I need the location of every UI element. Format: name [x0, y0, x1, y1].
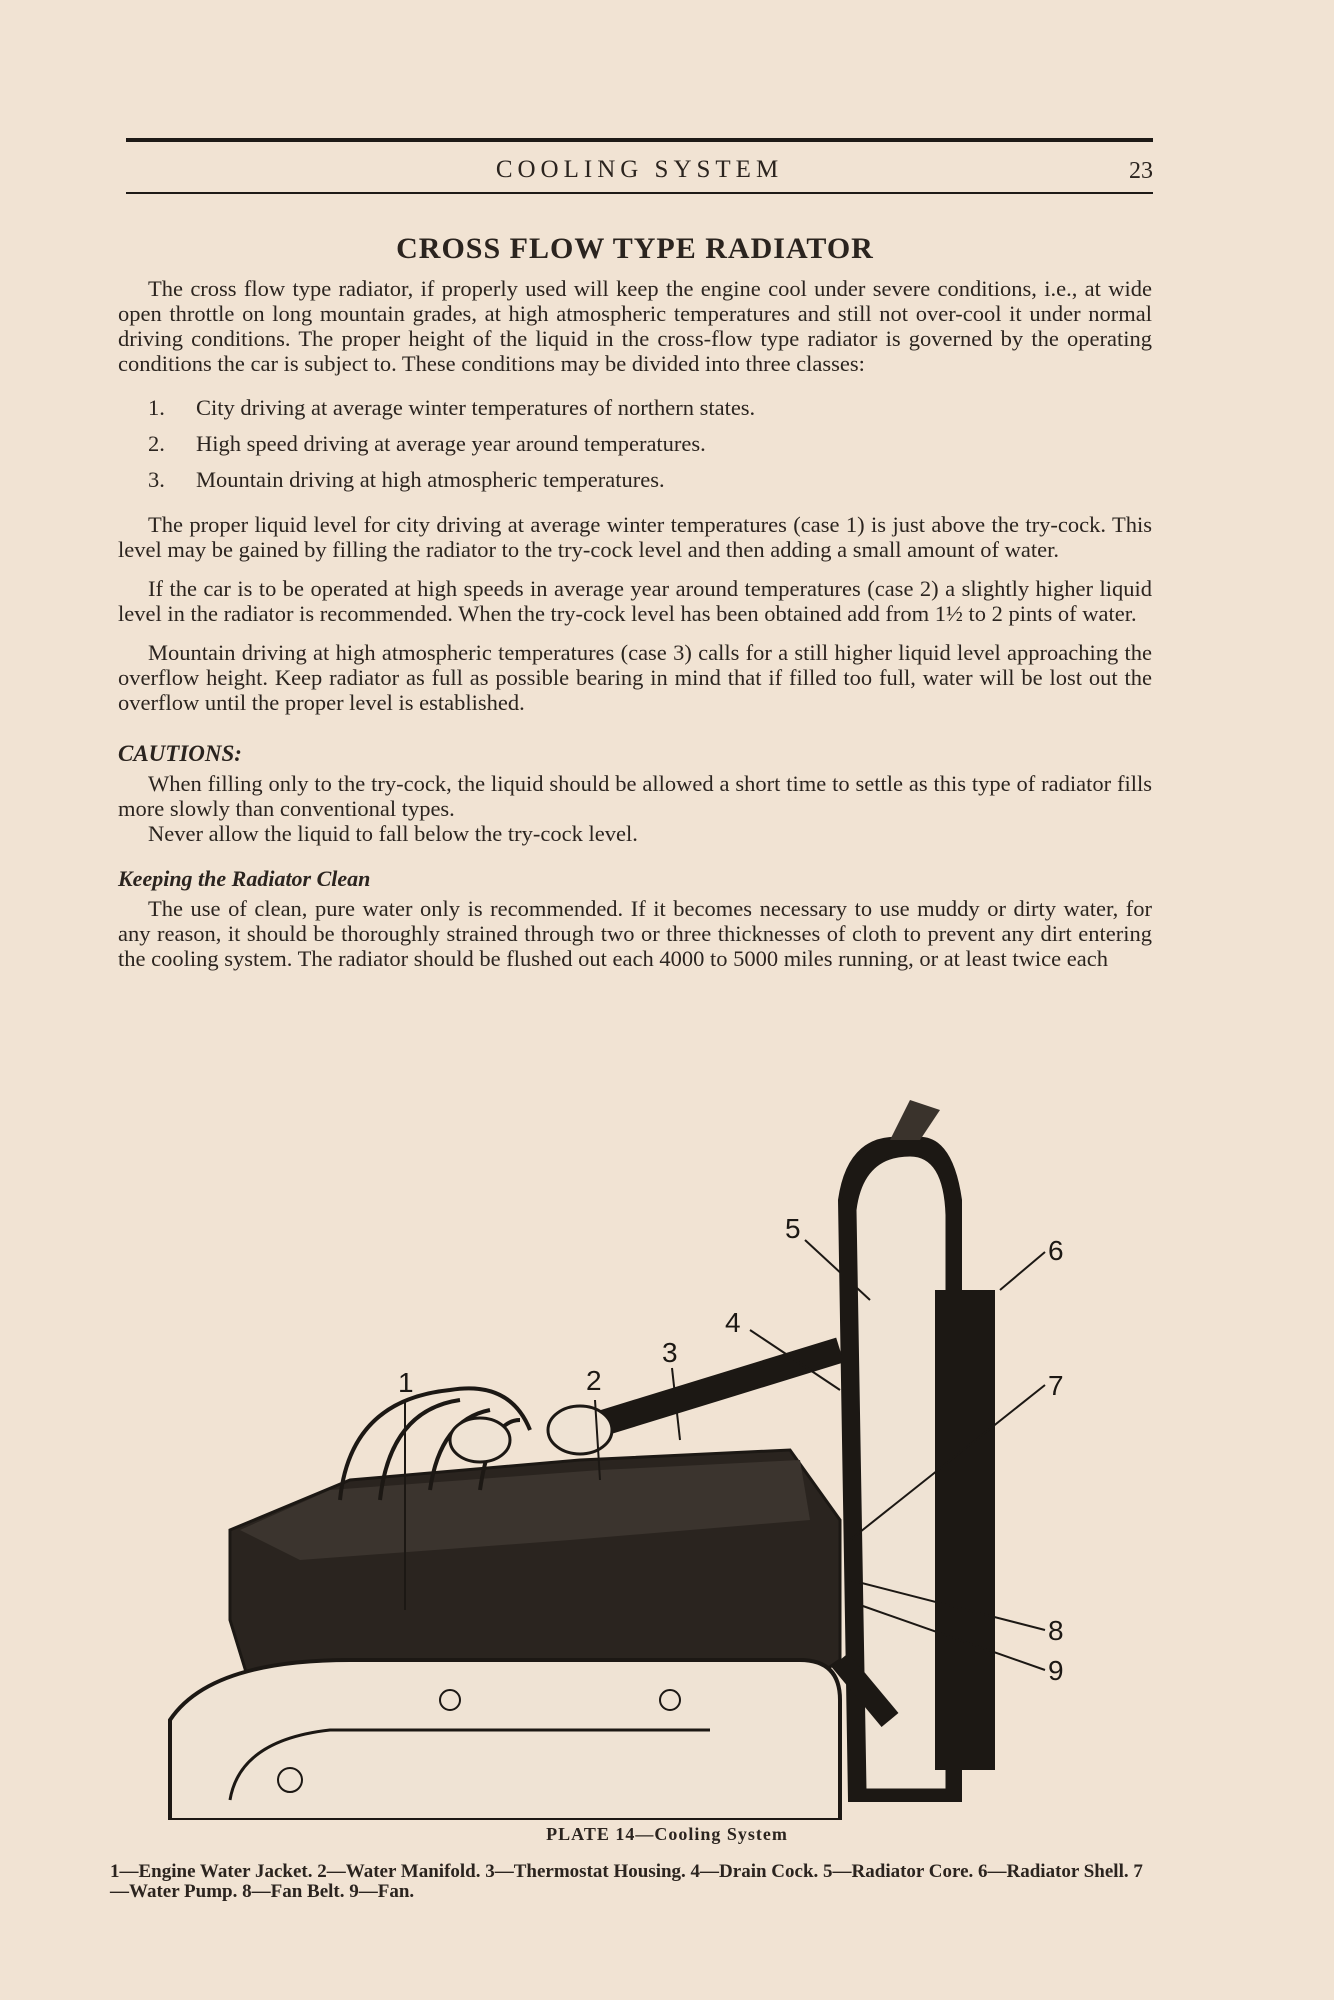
callout-label: 8 — [1048, 1615, 1064, 1646]
article-body — [118, 232, 1152, 985]
thermostat-housing — [548, 1406, 612, 1454]
callout-label: 1 — [398, 1367, 414, 1398]
distributor — [450, 1418, 510, 1462]
cleaning-paragraph: The use of clean, pure water only is recommended. If it becomes necessary to use muddy or dirty water, for any reason, it should be thoroughly strained through two or three thicknesses of cloth to prevent any dirt entering the cooling system. The radiator should be flushed out each 4000 to 5000 miles running, or at least twice each — [118, 896, 1152, 971]
intake-manifold — [170, 1660, 840, 1820]
plate-legend: 1—Engine Water Jacket. 2—Water Manifold. 3—Thermostat Housing. 4—Drain Cock. 5—Radiator Core. 6—Radiator Shell. 7—Water Pump. 8—Fan Belt. 9—Fan. — [110, 1861, 1143, 1902]
callout-label: 3 — [662, 1337, 678, 1368]
callout-label: 7 — [1048, 1370, 1064, 1401]
case1-paragraph: The proper liquid level for city driving at average winter temperatures (case 1) is just above the try-cock. This level may be gained by filling the radiator to the try-cock level and then adding a small amount of water. — [118, 512, 1152, 562]
radiator-shell-dark-panel — [935, 1290, 995, 1770]
article-title: CROSS FLOW TYPE RADIATOR — [396, 232, 874, 265]
radiator-cap-ornament — [890, 1100, 940, 1140]
cautions-heading: CAUTIONS: — [118, 741, 242, 766]
header-rule-top — [126, 138, 1153, 142]
list-item — [118, 390, 1152, 426]
callout-label: 5 — [785, 1213, 801, 1244]
list-text: High speed driving at average year around temperatures. — [196, 431, 706, 456]
caution-paragraph: When filling only to the try-cock, the liquid should be allowed a short time to settle as this type of radiator fills more slowly than conventional types. — [118, 771, 1152, 821]
list-number: 3. — [148, 467, 165, 492]
case3-paragraph: Mountain driving at high atmospheric temperatures (case 3) calls for a still higher liquid level approaching the overflow height. Keep radiator as full as possible bearing in mind that if filled too full, water will be lost out the overflow until the proper level is established. — [118, 640, 1152, 715]
list-item — [118, 462, 1152, 498]
cooling-system-illustration — [150, 1100, 1190, 1820]
list-number: 1. — [148, 395, 165, 420]
callout-label: 4 — [725, 1307, 741, 1338]
upper-hose — [580, 1350, 840, 1430]
plate-caption: PLATE 14—Cooling System — [546, 1824, 788, 1844]
intro-paragraph: The cross flow type radiator, if properly used will keep the engine cool under severe conditions, i.e., at wide open throttle on long mountain grades, at high atmospheric temperatures and still not over-cool it under normal driving conditions. The proper height of the liquid in the cross-flow type radiator is governed by the operating conditions the car is subject to. These conditions may be divided into three classes: — [118, 276, 1152, 376]
section-subheading: Keeping the Radiator Clean — [118, 866, 371, 891]
driving-classes-list — [118, 390, 1152, 498]
list-text: City driving at average winter temperatures of northern states. — [196, 395, 756, 420]
running-title: COOLING SYSTEM — [495, 156, 784, 183]
list-item — [118, 426, 1152, 462]
callout-label: 6 — [1048, 1235, 1064, 1266]
case2-paragraph: If the car is to be operated at high speeds in average year around temperatures (case 2) a slightly higher liquid level in the radiator is recommended. When the try-cock level has been obtained add from 1½ to 2 pints of water. — [118, 576, 1152, 626]
caution-paragraph: Never allow the liquid to fall below the try-cock level. — [148, 821, 638, 846]
page-number: 23 — [1129, 158, 1153, 184]
running-head — [126, 156, 1153, 186]
list-text: Mountain driving at high atmospheric temperatures. — [196, 467, 665, 492]
callout-label: 2 — [586, 1365, 602, 1396]
callout-label: 9 — [1048, 1655, 1064, 1686]
list-number: 2. — [148, 431, 165, 456]
header-rule-bottom — [126, 192, 1153, 194]
